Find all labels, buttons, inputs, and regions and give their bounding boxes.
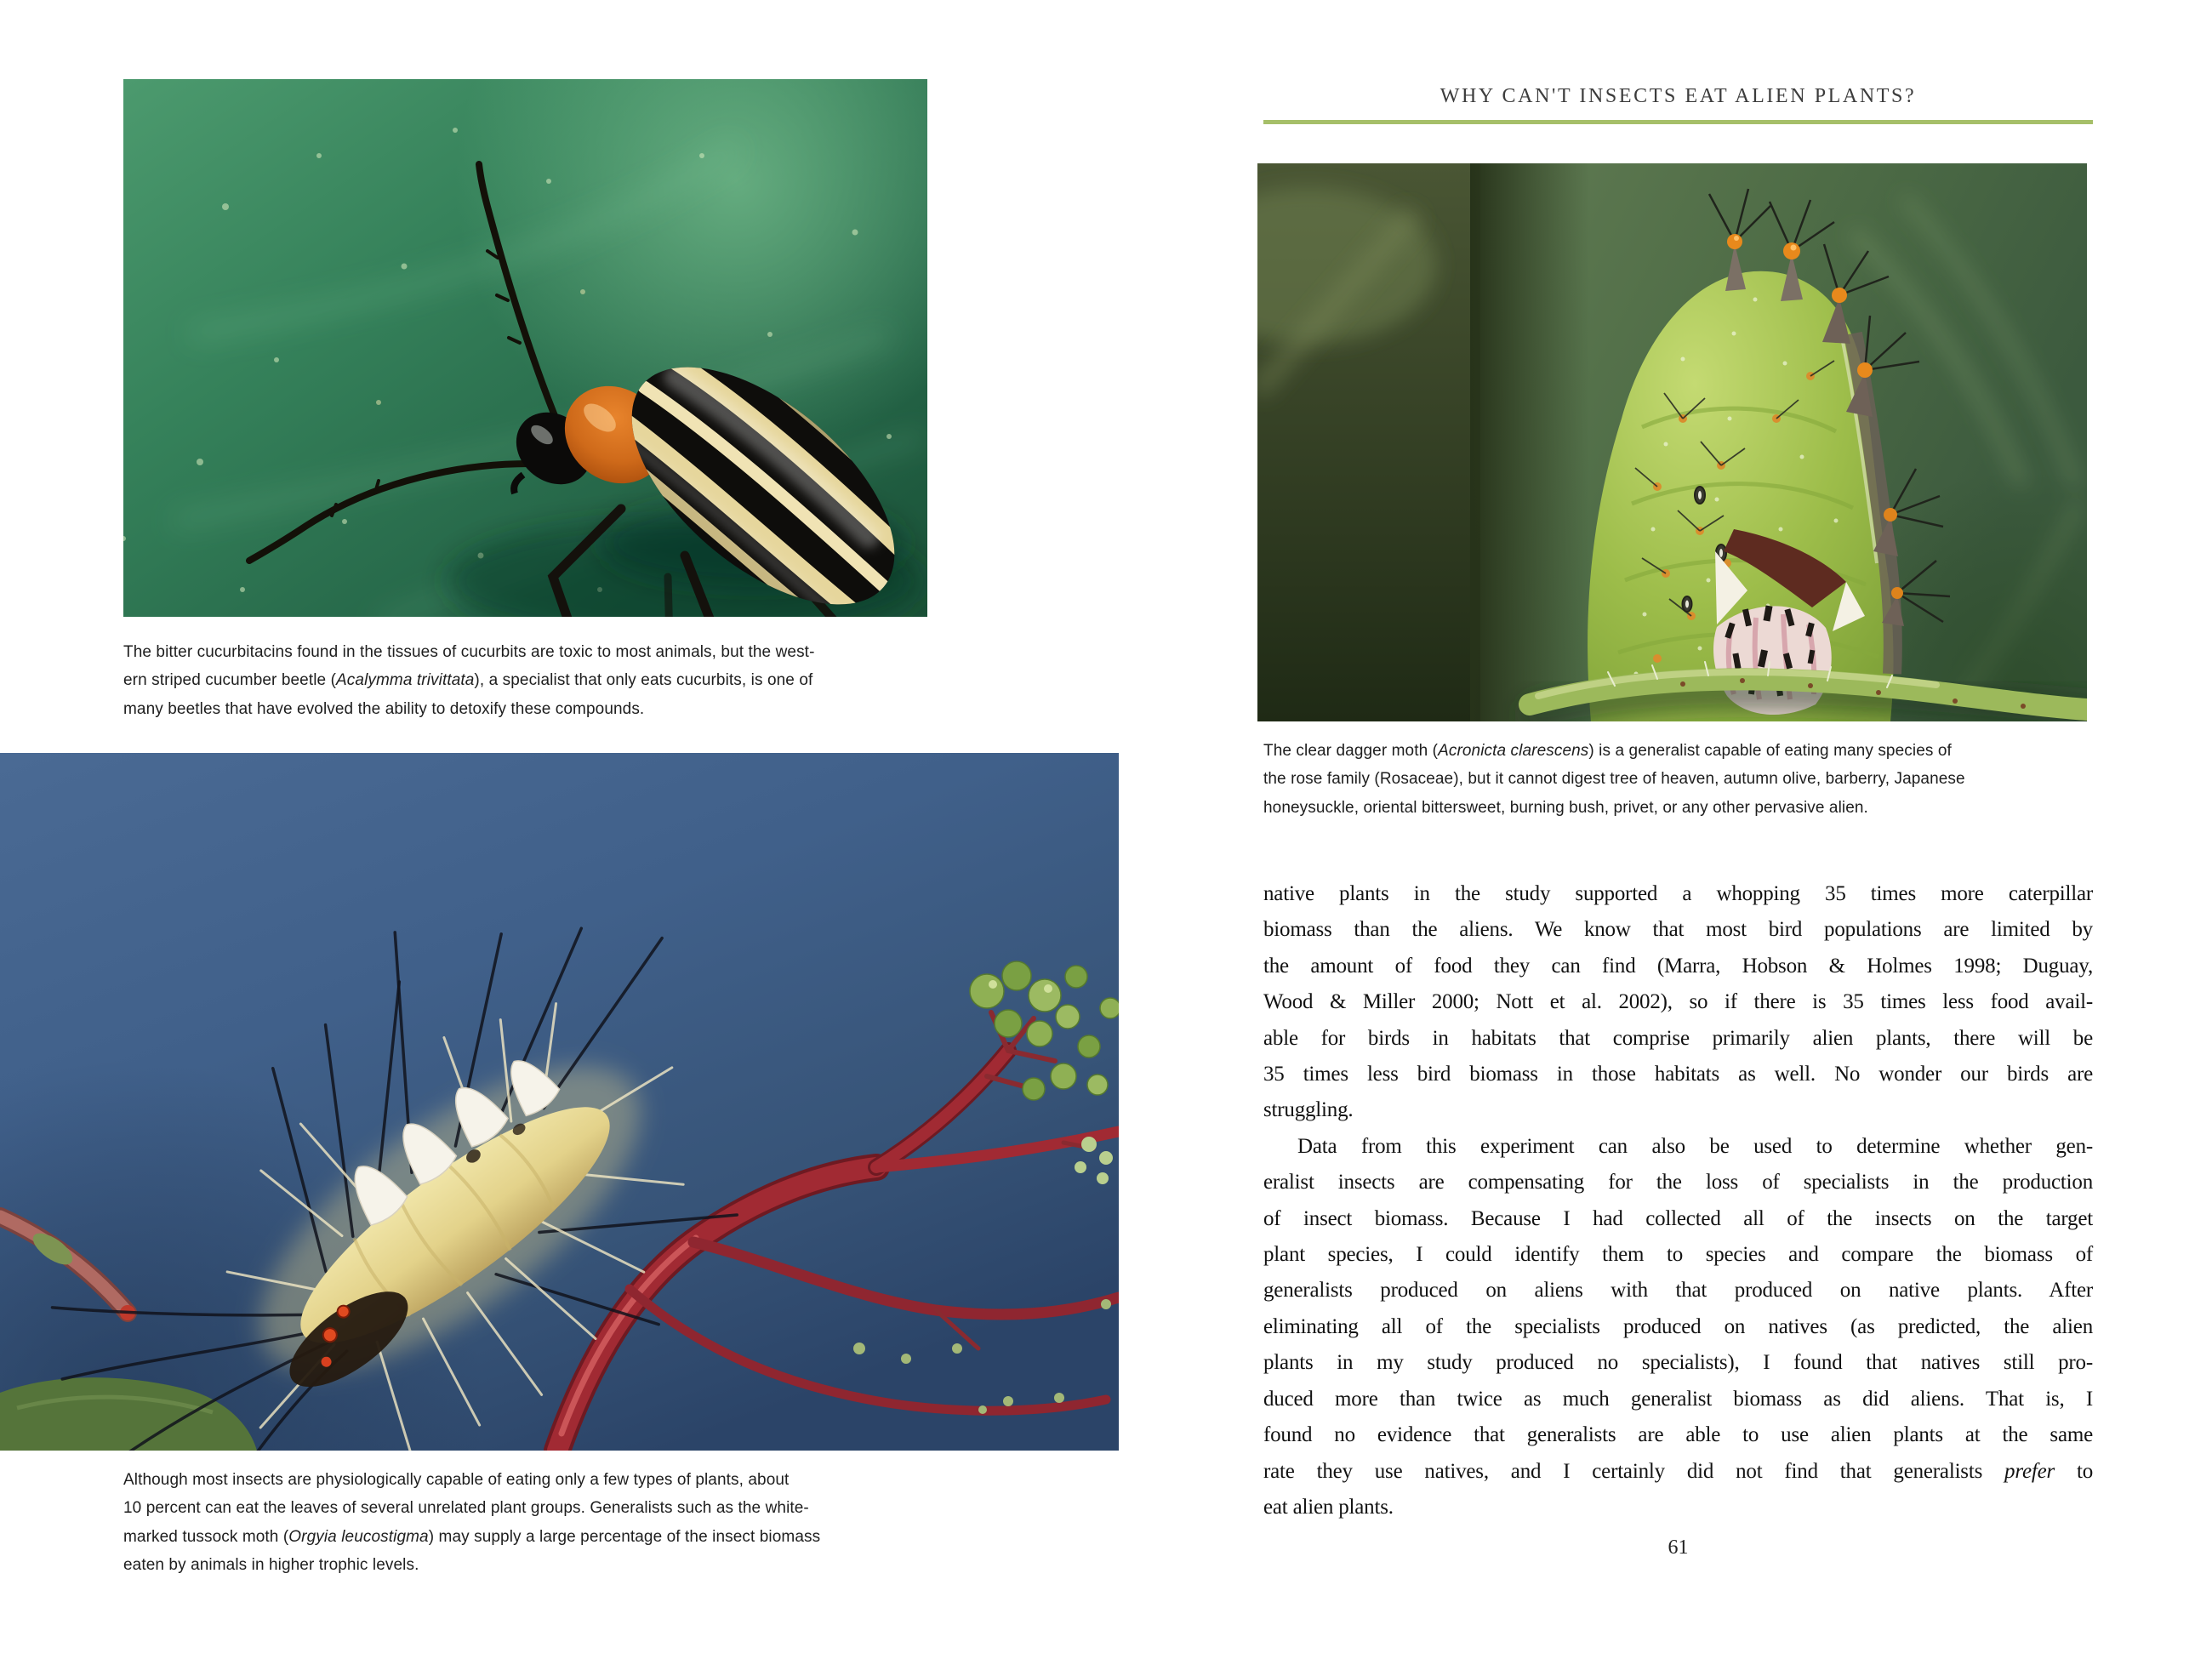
header-rule bbox=[1263, 120, 2093, 124]
photo-dagger-moth bbox=[1257, 163, 2087, 721]
body-text bbox=[1263, 876, 2093, 1525]
tussock-moth-illustration bbox=[0, 753, 1119, 1451]
caption-tussock-moth: Although most insects are physiologically capable of eating only a few types of plants, about 10 percent can eat the leaves of several unrelated plant groups. Generalists such as the white- marked tussock moth (Orgyia leucostigma) may supply a large percentage of the insect biomass eaten by animals in higher trophic levels. bbox=[123, 1471, 821, 1575]
dagger-moth-illustration bbox=[1257, 163, 2087, 721]
page-number: 61 bbox=[1668, 1536, 1689, 1559]
paragraph-generalists: Data from this experiment can also be used to determine whether gen- eralist insects are compensating for the loss of specialists in the production of insect biomass. Because I had collected all of the insects on the target plant species, I could identify them to species and compare the biomass of generalists produced on aliens with that produced on native plants. After eliminating all of the specialists produced on natives (as predicted, the alien plants in my study produced no specialists), I found that natives still pro- duced more than twice as much generalist biomass as did aliens. That is, I found no evidence that generalists are able to use alien plants at the same rate they use natives, and I certainly did not find that generalists prefer to eat alien plants. bbox=[1263, 1134, 2093, 1519]
photo-cucumber-beetle bbox=[123, 79, 927, 617]
photo-tussock-moth bbox=[0, 753, 1119, 1451]
paragraph-birds: native plants in the study supported a whopping 35 times more caterpillar biomass than the aliens. We know that most bird populations are limited by the amount of food they can find (Marra, Hobson & Holmes 1998; Duguay, Wood & Miller 2000; Nott et al. 2002), so if there is 35 times less food avail- able for birds in habitats that comprise primarily alien plants, there will be 35 times less bird biomass in those habitats as well. No wonder our birds are struggling. bbox=[1263, 882, 2093, 1122]
caption-cucumber-beetle: The bitter cucurbitacins found in the tissues of cucurbits are toxic to most animals, but the west- ern striped cucumber beetle (Acalymma trivittata), a specialist that only eats cucurbits, is one of many beetles that have evolved the ability to detoxify these compounds. bbox=[123, 643, 815, 718]
caption-dagger-moth: The clear dagger moth (Acronicta clarescens) is a generalist capable of eating many species of the rose family (Rosaceae), but it cannot digest tree of heaven, autumn olive, barberry, Japanese honeysuckle, oriental bittersweet, burning bush, privet, or any other pervasive alien. bbox=[1263, 742, 1965, 817]
running-head: WHY CAN'T INSECTS EAT ALIEN PLANTS? bbox=[1440, 85, 1917, 107]
cucumber-beetle-illustration bbox=[123, 79, 927, 617]
